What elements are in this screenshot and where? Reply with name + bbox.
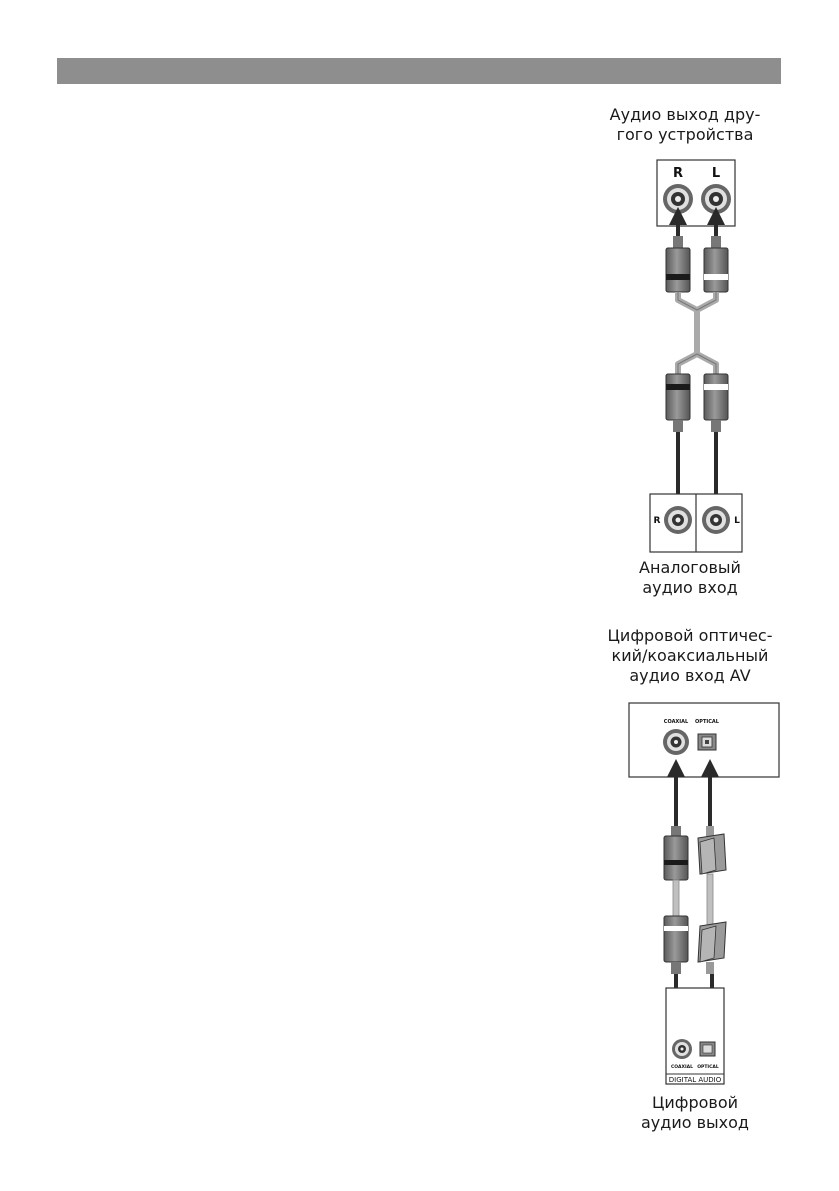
rca-jack-left-top bbox=[701, 184, 731, 214]
coaxial-plug-upper bbox=[664, 826, 688, 880]
coaxial-label-top: COAXIAL bbox=[663, 719, 689, 725]
source-output-panel bbox=[657, 160, 735, 226]
caption-source-audio-output: Аудио выход дру- гого устройства bbox=[609, 105, 761, 144]
optical-label-bottom: OPTICAL bbox=[697, 1065, 719, 1070]
rca-plug-right-lower bbox=[666, 374, 690, 432]
digital-audio-label: DIGITAL AUDIO bbox=[668, 1076, 722, 1084]
rca-jack-right-top bbox=[663, 184, 693, 214]
coaxial-jack-top bbox=[663, 729, 689, 755]
rca-cable bbox=[678, 292, 716, 374]
coaxial-label-bottom: COAXIAL bbox=[671, 1065, 693, 1070]
caption-analog-audio-input: Аналоговый аудио вход bbox=[639, 558, 741, 597]
rca-jack-left-bottom bbox=[702, 506, 730, 534]
jack-label-right-bottom: R bbox=[653, 516, 661, 526]
analog-input-panel bbox=[650, 494, 742, 552]
jack-label-right-top: R bbox=[672, 166, 684, 181]
jack-label-left-bottom: L bbox=[734, 516, 740, 526]
digital-output-panel bbox=[666, 988, 724, 1084]
optical-jack-top bbox=[698, 734, 716, 750]
rca-plug-left-upper bbox=[704, 236, 728, 292]
caption-digital-audio-output: Цифровой аудио выход bbox=[641, 1093, 749, 1132]
optical-jack-bottom bbox=[700, 1042, 715, 1056]
coaxial-jack-bottom bbox=[672, 1039, 692, 1059]
digital-input-panel bbox=[629, 703, 779, 777]
rca-plug-left-lower bbox=[704, 374, 728, 432]
coaxial-plug-lower bbox=[664, 916, 688, 974]
optical-label-top: OPTICAL bbox=[695, 719, 719, 725]
jack-label-left-top: L bbox=[711, 166, 721, 181]
rca-jack-right-bottom bbox=[664, 506, 692, 534]
rca-plug-right-upper bbox=[666, 236, 690, 292]
caption-digital-audio-input: Цифровой оптичес- кий/коаксиальный аудио вход AV bbox=[607, 626, 773, 685]
optical-plug-lower bbox=[698, 922, 726, 974]
optical-plug-upper bbox=[698, 826, 726, 874]
